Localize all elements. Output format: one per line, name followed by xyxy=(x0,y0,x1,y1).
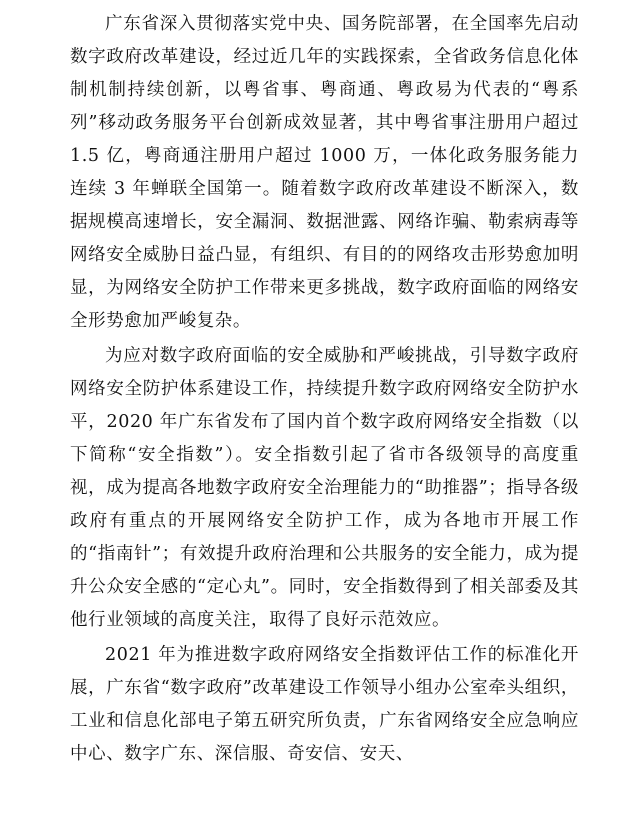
paragraph-2: 为应对数字政府面临的安全威胁和严峻挑战，引导数字政府网络安全防护体系建设工作，持续提升数字政府网络安全防护水平，2020 年广东省发布了国内首个数字政府网络安全指数（以下简称“安全指数”）。安全指数引起了省市各级领导的高度重视，成为提高各地数字政府安全治理能力的“助推器”；指导各级政府有重点的开展网络安全防护工作，成为各地市开展工作的“指南针”；有效提升政府治理和公共服务的安全能力，成为提升公众安全感的“定心丸”。同时，安全指数得到了相关部委及其他行业领域的高度关注，取得了良好示范效应。 xyxy=(70,346,579,630)
paragraph-3: 2021 年为推进数字政府网络安全指数评估工作的标准化开展，广东省“数字政府”改革建设工作领导小组办公室牵头组织，工业和信息化部电子第五研究所负责，广东省网络安全应急响应中心、数字广东、深信服、奇安信、安天、 xyxy=(70,645,579,764)
paragraph-1: 广东省深入贯彻落实党中央、国务院部署，在全国率先启动数字政府改革建设，经过近几年的实践探索，全省政务信息化体制机制持续创新，以粤省事、粤商通、粤政易为代表的“粤系列”移动政务服务平台创新成效显著，其中粤省事注册用户超过 1.5 亿，粤商通注册用户超过 1000 万，一体化政务服务能力连续 3 年蝉联全国第一。随着数字政府改革建设不断深入，数据规模高速增长，安全漏洞、数据泄露、网络诈骗、勒索病毒等网络安全威胁日益凸显，有组织、有目的的网络攻击形势愈加明显，为网络安全防护工作带来更多挑战，数字政府面临的网络安全形势愈加严峻复杂。 xyxy=(70,14,579,331)
